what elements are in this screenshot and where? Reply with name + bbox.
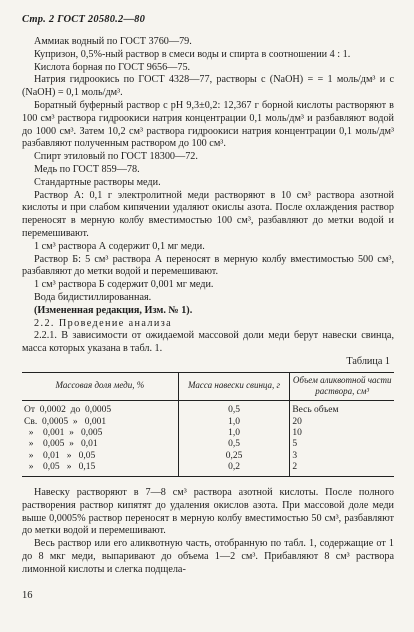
paragraph: Стандартные растворы меди. [34, 176, 161, 188]
paragraph: Весь раствор или его аликвотную часть, отобранную по табл. 1, содержащие от 1 до 8 мкг меди, выпаривают до объема 1—2 см³. Прибавляют 8 см³ раствора лимонной кислоты и слегка подщела- [22, 538, 394, 575]
table-row [22, 462, 394, 477]
aliquot-volume-cell: 20 [290, 417, 394, 428]
paragraph: Кислота борная по ГОСТ 9656—75. [34, 61, 191, 73]
page-number: 16 [22, 590, 33, 601]
paragraph: Навеску растворяют в 7—8 см³ раствора азотной кислоты. После полного растворения раствор кипятят до удаления окислов азота. При массовой доле меди выше 0,0005% раствор переносят в мерную колбу вместимостью 50 см³, разбавляют до метки водой и перемешивают. [22, 487, 394, 537]
table-row [22, 451, 394, 462]
table-row [22, 417, 394, 428]
paragraph: 1 см³ раствора Б содержит 0,001 мг меди. [34, 279, 214, 291]
document-body [22, 36, 394, 577]
aliquot-volume-cell: Весь объем [290, 401, 394, 417]
table-row [22, 401, 394, 417]
table-body [22, 401, 394, 477]
paragraph: Раствор Б: 5 см³ раствора А переносят в мерную колбу вместимостью 500 см³, разбавляют до метки водой и перемешивают. [22, 253, 394, 278]
paragraph: Аммиак водный по ГОСТ 3760—79. [34, 36, 192, 47]
copper-fraction-cell: » 0,001 » 0,005 [24, 427, 103, 438]
paragraph: 1 см³ раствора А содержит 0,1 мг меди. [34, 240, 205, 252]
paragraph: Боратный буферный раствор с pH 9,3±0,2: 12,367 г борной кислоты растворяют в 100 см³ раствора гидроокиси натрия концентрации 0,1 моль/дм³ и разбавляют водой до 1000 см³. Затем 10,2 см³ раствора гидроокиси натрия концентрации 0,1 моль/дм³ разбавляют полученным раствором до 100 см³. [22, 99, 394, 150]
copper-fraction-cell: Св. 0,0005 » 0,001 [24, 416, 107, 427]
table-header-row [22, 372, 394, 401]
bottom-paragraphs [22, 487, 394, 577]
sample-mass-cell: 0,5 [178, 439, 290, 450]
paragraph: Раствор А: 0,1 г электролитной меди растворяют в 10 см³ раствора азотной кислоты и при слабом кипячении удаляют окислы азота. После охлаждения раствор переносят в мерную колбу вместимостью 100 см³, разбавляют до метки водой и перемешивают. [22, 189, 394, 239]
sample-mass-cell: 0,2 [178, 462, 290, 477]
sample-mass-cell: 1,0 [178, 428, 290, 439]
table-caption: Таблица 1 [346, 355, 390, 367]
top-paragraphs [22, 36, 394, 356]
aliquot-volume-cell: 5 [290, 439, 394, 450]
paragraph: Вода бидистиллированная. [34, 291, 152, 303]
table-header-copper: Массовая доля меди, % [22, 372, 178, 401]
paragraph: Медь по ГОСТ 859—78. [34, 163, 140, 175]
table-header-volume: Объем аликвотной части раствора, см³ [290, 372, 394, 401]
copper-fraction-cell: » 0,01 » 0,05 [24, 450, 96, 461]
aliquot-volume-cell: 3 [290, 451, 394, 462]
paragraph: Купризон, 0,5%-ный раствор в смеси воды и спирта в соотношении 4 : 1. [34, 48, 351, 60]
paragraph: (Измененная редакция, Изм. № 1). [34, 304, 193, 316]
table-row [22, 439, 394, 450]
aliquot-volume-cell: 10 [290, 428, 394, 439]
sample-mass-cell: 0,25 [178, 451, 290, 462]
copper-fraction-cell: От 0,0002 до 0,0005 [24, 405, 112, 416]
aliquot-volume-cell: 2 [290, 462, 394, 477]
table-header-mass: Масса навески свинца, г [178, 372, 290, 401]
page-header: Стр. 2 ГОСТ 20580.2—80 [22, 14, 146, 25]
sample-mass-cell: 1,0 [178, 417, 290, 428]
table-1 [22, 372, 394, 477]
paragraph: Натрия гидроокись по ГОСТ 4328—77, растворы с (NaOH) = = 1 моль/дм³ и с (NaOH) = 0,1 моль/дм³. [22, 74, 394, 99]
paragraph: Спирт этиловый по ГОСТ 18300—72. [34, 151, 198, 163]
table-row [22, 428, 394, 439]
copper-fraction-cell: » 0,005 » 0,01 [24, 439, 98, 450]
paragraph: 2.2. Проведение анализа [34, 317, 173, 329]
sample-mass-cell: 0,5 [178, 401, 290, 417]
paragraph: 2.2.1. В зависимости от ожидаемой массовой доли меди берут навески свинца, масса которых указана в табл. 1. [22, 330, 394, 355]
copper-fraction-cell: » 0,05 » 0,15 [22, 462, 178, 477]
